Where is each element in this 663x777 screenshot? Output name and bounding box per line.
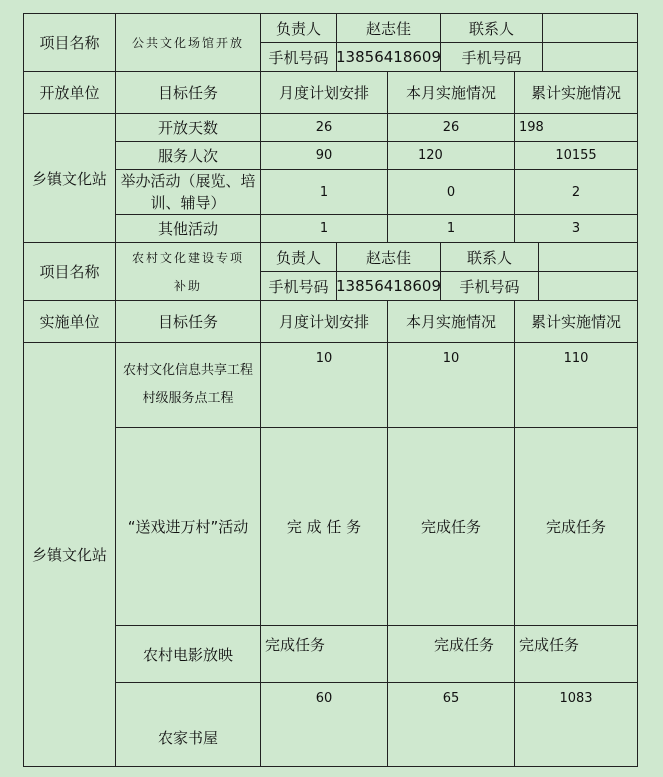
s2-owner-row bbox=[261, 243, 638, 272]
s2-phone-2 bbox=[538, 272, 637, 300]
s2-unit-name: 乡镇文化站 bbox=[24, 343, 116, 767]
s1-task: 服务人次 bbox=[116, 142, 261, 170]
s2-task-header: 目标任务 bbox=[116, 301, 261, 343]
report-table bbox=[23, 13, 638, 767]
s1-phone-2 bbox=[542, 43, 637, 71]
s1-month: 26 bbox=[388, 114, 515, 142]
s1-owner-name: 赵志佳 bbox=[336, 14, 440, 42]
s2-task: “送戏进万村”活动 bbox=[116, 428, 261, 626]
s1-unit-name: 乡镇文化站 bbox=[24, 114, 116, 243]
s1-project-name: 公共文化场馆开放 bbox=[116, 14, 261, 72]
s2-owner-name: 赵志佳 bbox=[336, 243, 440, 271]
s2-project-name bbox=[116, 243, 261, 301]
s1-phone-row bbox=[261, 43, 638, 72]
s1-phone: 13856418609 bbox=[336, 43, 440, 71]
s2-total: 完成任务 bbox=[515, 626, 638, 683]
s2-total-header: 累计实施情况 bbox=[515, 301, 638, 343]
s1-month: 120 bbox=[388, 142, 515, 170]
s1-total: 10155 bbox=[515, 142, 638, 170]
s1-owner-label: 负责人 bbox=[275, 19, 321, 38]
s2-phone-label: 手机号码 bbox=[268, 277, 329, 296]
s1-month: 0 bbox=[388, 170, 515, 215]
s2-total: 110 bbox=[515, 343, 638, 428]
s1-total: 198 bbox=[515, 114, 638, 142]
s1-contact-label: 联系人 bbox=[440, 14, 542, 42]
s1-contact-name bbox=[542, 14, 637, 42]
s2-plan: 10 bbox=[261, 343, 388, 428]
s1-plan: 26 bbox=[261, 114, 388, 142]
s2-project-label: 项目名称 bbox=[24, 243, 116, 301]
s1-task-header: 目标任务 bbox=[116, 72, 261, 114]
s2-phone: 13856418609 bbox=[336, 272, 440, 300]
s1-total: 3 bbox=[515, 215, 638, 243]
s1-month: 1 bbox=[388, 215, 515, 243]
s1-unit-header: 开放单位 bbox=[24, 72, 116, 114]
s1-owner-row bbox=[261, 14, 638, 43]
s1-month-header: 本月实施情况 bbox=[388, 72, 515, 114]
s2-month-header: 本月实施情况 bbox=[388, 301, 515, 343]
s2-plan-header: 月度计划安排 bbox=[261, 301, 388, 343]
s1-phone-label: 手机号码 bbox=[268, 48, 329, 67]
s2-phone-row bbox=[261, 272, 638, 301]
s2-owner-label: 负责人 bbox=[275, 248, 321, 267]
s1-task: 举办活动（展览、培训、辅导） bbox=[116, 170, 261, 215]
s2-task: 农村电影放映 bbox=[116, 626, 261, 683]
s1-plan-header: 月度计划安排 bbox=[261, 72, 388, 114]
s2-project-name-line1: 农村文化建设专项 bbox=[131, 250, 244, 265]
s2-project-name-line2: 补助 bbox=[173, 278, 202, 293]
s1-plan: 1 bbox=[261, 215, 388, 243]
s2-contact-name bbox=[538, 243, 637, 271]
s2-total: 完成任务 bbox=[515, 428, 638, 626]
s1-task: 开放天数 bbox=[116, 114, 261, 142]
s2-plan: 完成任务 bbox=[261, 626, 388, 683]
s1-total-header: 累计实施情况 bbox=[515, 72, 638, 114]
s2-month: 完成任务 bbox=[388, 428, 515, 626]
s2-plan: 完 成 任 务 bbox=[261, 428, 388, 626]
s1-plan: 90 bbox=[261, 142, 388, 170]
s2-total: 1083 bbox=[515, 683, 638, 767]
s2-task: 农村文化信息共享工程村级服务点工程 bbox=[116, 343, 261, 428]
s1-plan: 1 bbox=[261, 170, 388, 215]
s2-task: 农家书屋 bbox=[116, 683, 261, 767]
s2-unit-header: 实施单位 bbox=[24, 301, 116, 343]
s2-contact-label: 联系人 bbox=[440, 243, 538, 271]
s2-month: 65 bbox=[388, 683, 515, 767]
s2-month: 10 bbox=[388, 343, 515, 428]
s2-phone-label-2: 手机号码 bbox=[440, 272, 538, 300]
s1-total: 2 bbox=[515, 170, 638, 215]
s1-project-label: 项目名称 bbox=[24, 14, 116, 72]
s1-phone-label-2: 手机号码 bbox=[440, 43, 542, 71]
s2-plan: 60 bbox=[261, 683, 388, 767]
s2-month: 完成任务 bbox=[388, 626, 515, 683]
s1-task: 其他活动 bbox=[116, 215, 261, 243]
